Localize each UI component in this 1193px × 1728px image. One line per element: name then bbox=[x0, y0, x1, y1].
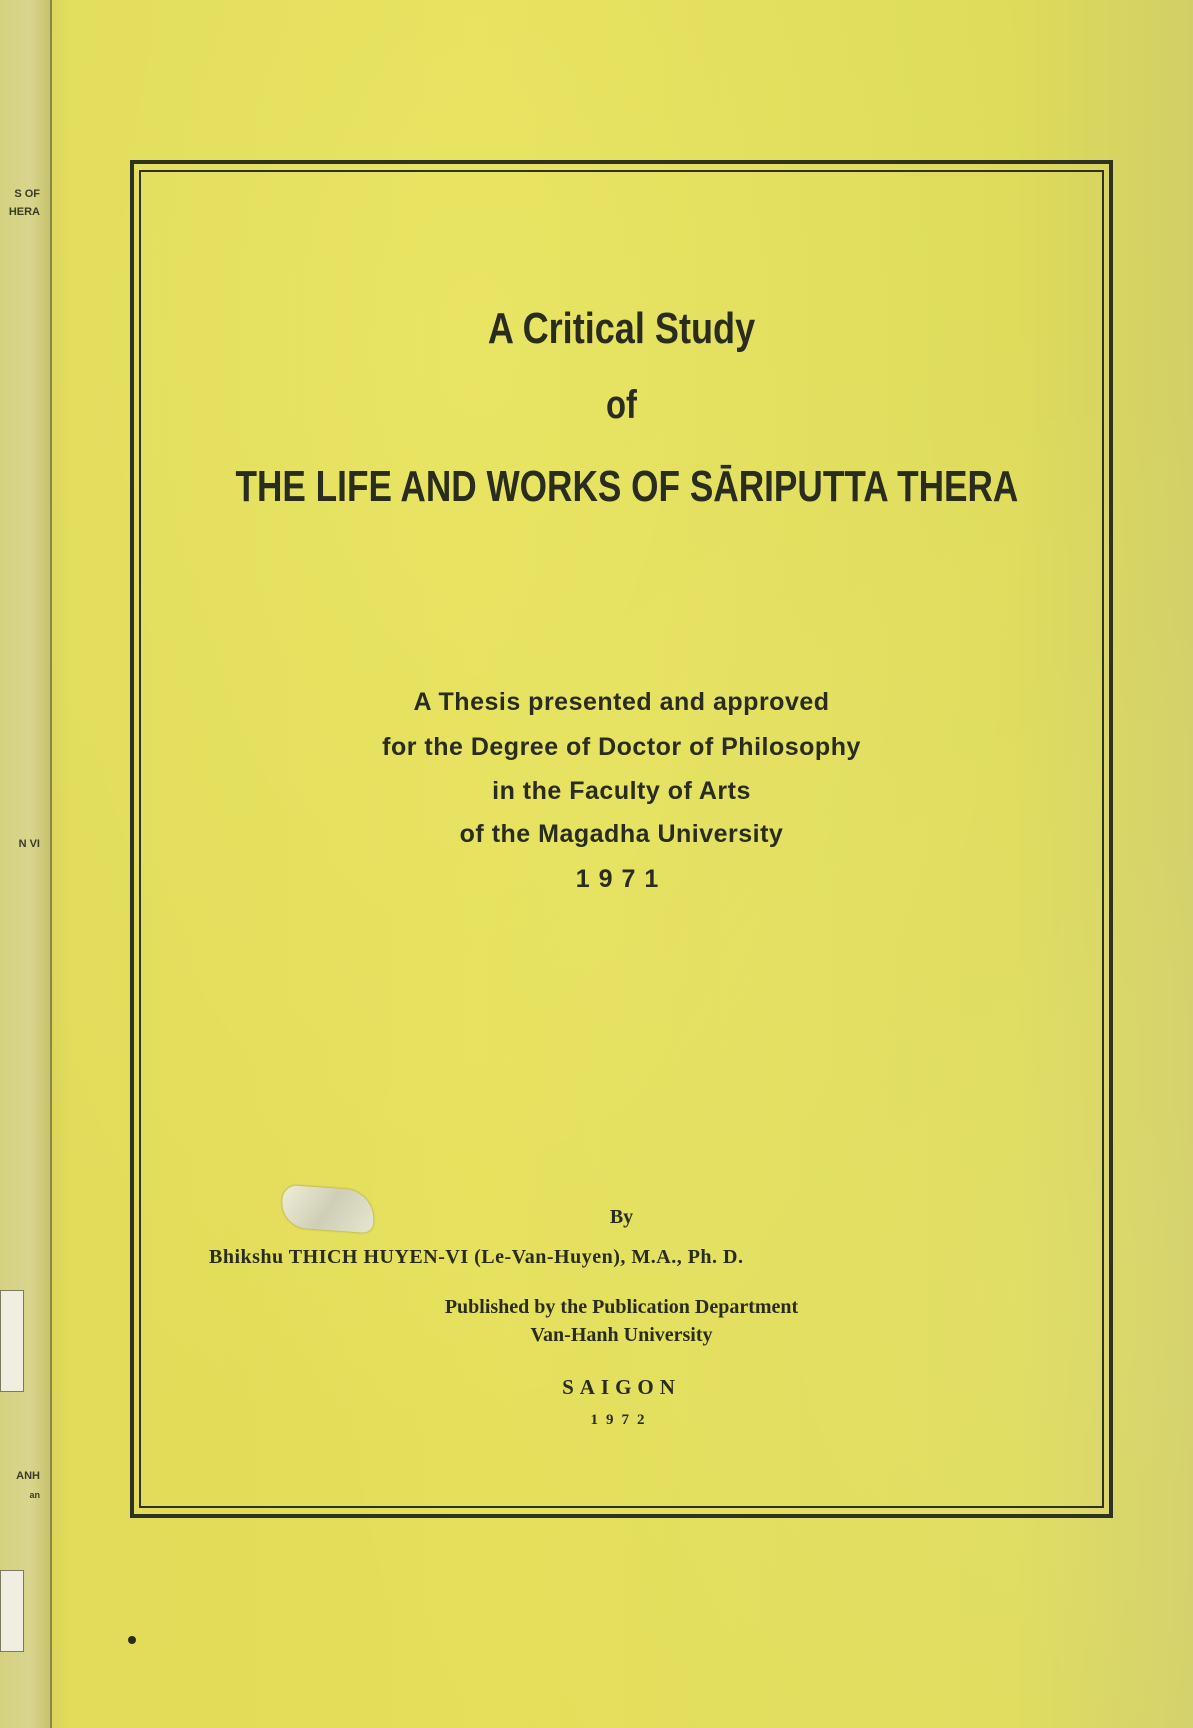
title-line-2: of bbox=[606, 383, 637, 427]
thesis-line-4: of the Magadha University bbox=[459, 820, 784, 848]
spine-library-sticker bbox=[0, 1290, 24, 1392]
title-line-1: A Critical Study bbox=[487, 304, 756, 353]
publisher-line-2: Van-Hanh University bbox=[530, 1324, 713, 1346]
spine-title-fragment-2: S OF bbox=[14, 188, 40, 200]
spine-lower-sticker bbox=[0, 1570, 24, 1652]
author-line: Bhikshu THICH HUYEN-VI (Le-Van-Huyen), M.A., Ph. D. bbox=[209, 1246, 744, 1268]
thesis-year: 1971 bbox=[575, 865, 668, 893]
thesis-line-3: in the Faculty of Arts bbox=[492, 777, 751, 805]
spine-publisher-sub-fragment: an bbox=[29, 1490, 40, 1500]
publisher-line-1: Published by the Publication Department bbox=[444, 1296, 799, 1318]
spine-code-fragment: N VI bbox=[18, 838, 40, 850]
thesis-line-2: for the Degree of Doctor of Philosophy bbox=[382, 733, 861, 761]
publication-city: SAIGON bbox=[562, 1375, 681, 1399]
publication-year: 1972 bbox=[590, 1412, 653, 1428]
by-label: By bbox=[609, 1206, 634, 1228]
spine-title-fragment-3: HERA bbox=[8, 206, 40, 218]
spine-publisher-fragment: ANH bbox=[16, 1470, 40, 1482]
book-spine bbox=[0, 0, 52, 1728]
main-title: THE LIFE AND WORKS OF SĀRIPUTTA THERA bbox=[235, 462, 1019, 511]
thesis-line-1: A Thesis presented and approved bbox=[413, 688, 830, 716]
ink-spot bbox=[128, 1636, 136, 1644]
